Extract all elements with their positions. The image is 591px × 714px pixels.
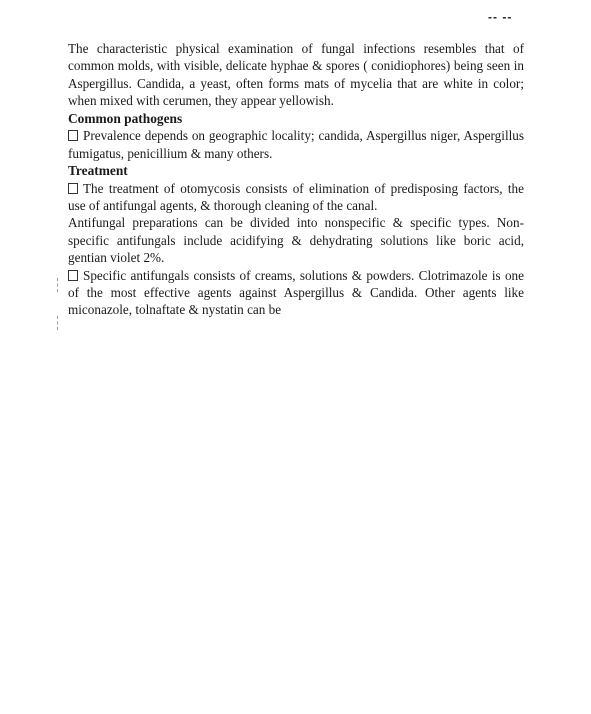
bullet-box-icon	[68, 183, 78, 194]
paragraph-pathogens-text: Prevalence depends on geographic locality; candida, Aspergillus niger, Aspergillus fumigatus, penicillium & many others.	[68, 128, 524, 161]
document-body	[68, 40, 524, 319]
paragraph-preparations: Antifungal preparations can be divided into nonspecific & specific types. Non-specific antifungals include acidifying & dehydrating solutions like boric acid, gentian violet 2%.	[68, 215, 524, 266]
corner-mark: -- --	[488, 10, 513, 24]
heading-common-pathogens: Common pathogens	[68, 110, 183, 126]
margin-mark	[57, 278, 58, 292]
paragraph-intro: The characteristic physical examination of fungal infections resembles that of common molds, with visible, delicate hyphae & spores ( conidiophores) being seen in Aspergillus. Candida, a yeast, often forms mats of mycelia that are white in color; when mixed with cerumen, they appear yellowish.	[68, 41, 524, 109]
bullet-box-icon	[68, 270, 78, 281]
paragraph-specific-text: Specific antifungals consists of creams, solutions & powders. Clotrimazole is one of the most effective agents against Aspergillus & Candida. Other agents like miconazole, tolnaftate & nystatin can be	[68, 267, 524, 318]
bullet-box-icon	[68, 130, 78, 141]
paragraph-treatment	[68, 180, 524, 215]
heading-treatment: Treatment	[68, 163, 128, 179]
margin-mark	[57, 316, 58, 330]
paragraph-treatment-text: The treatment of otomycosis consists of elimination of predisposing factors, the use of antifungal agents, & thorough cleaning of the canal.	[68, 180, 524, 214]
paragraph-pathogens	[68, 127, 524, 162]
paragraph-specific	[68, 267, 524, 319]
